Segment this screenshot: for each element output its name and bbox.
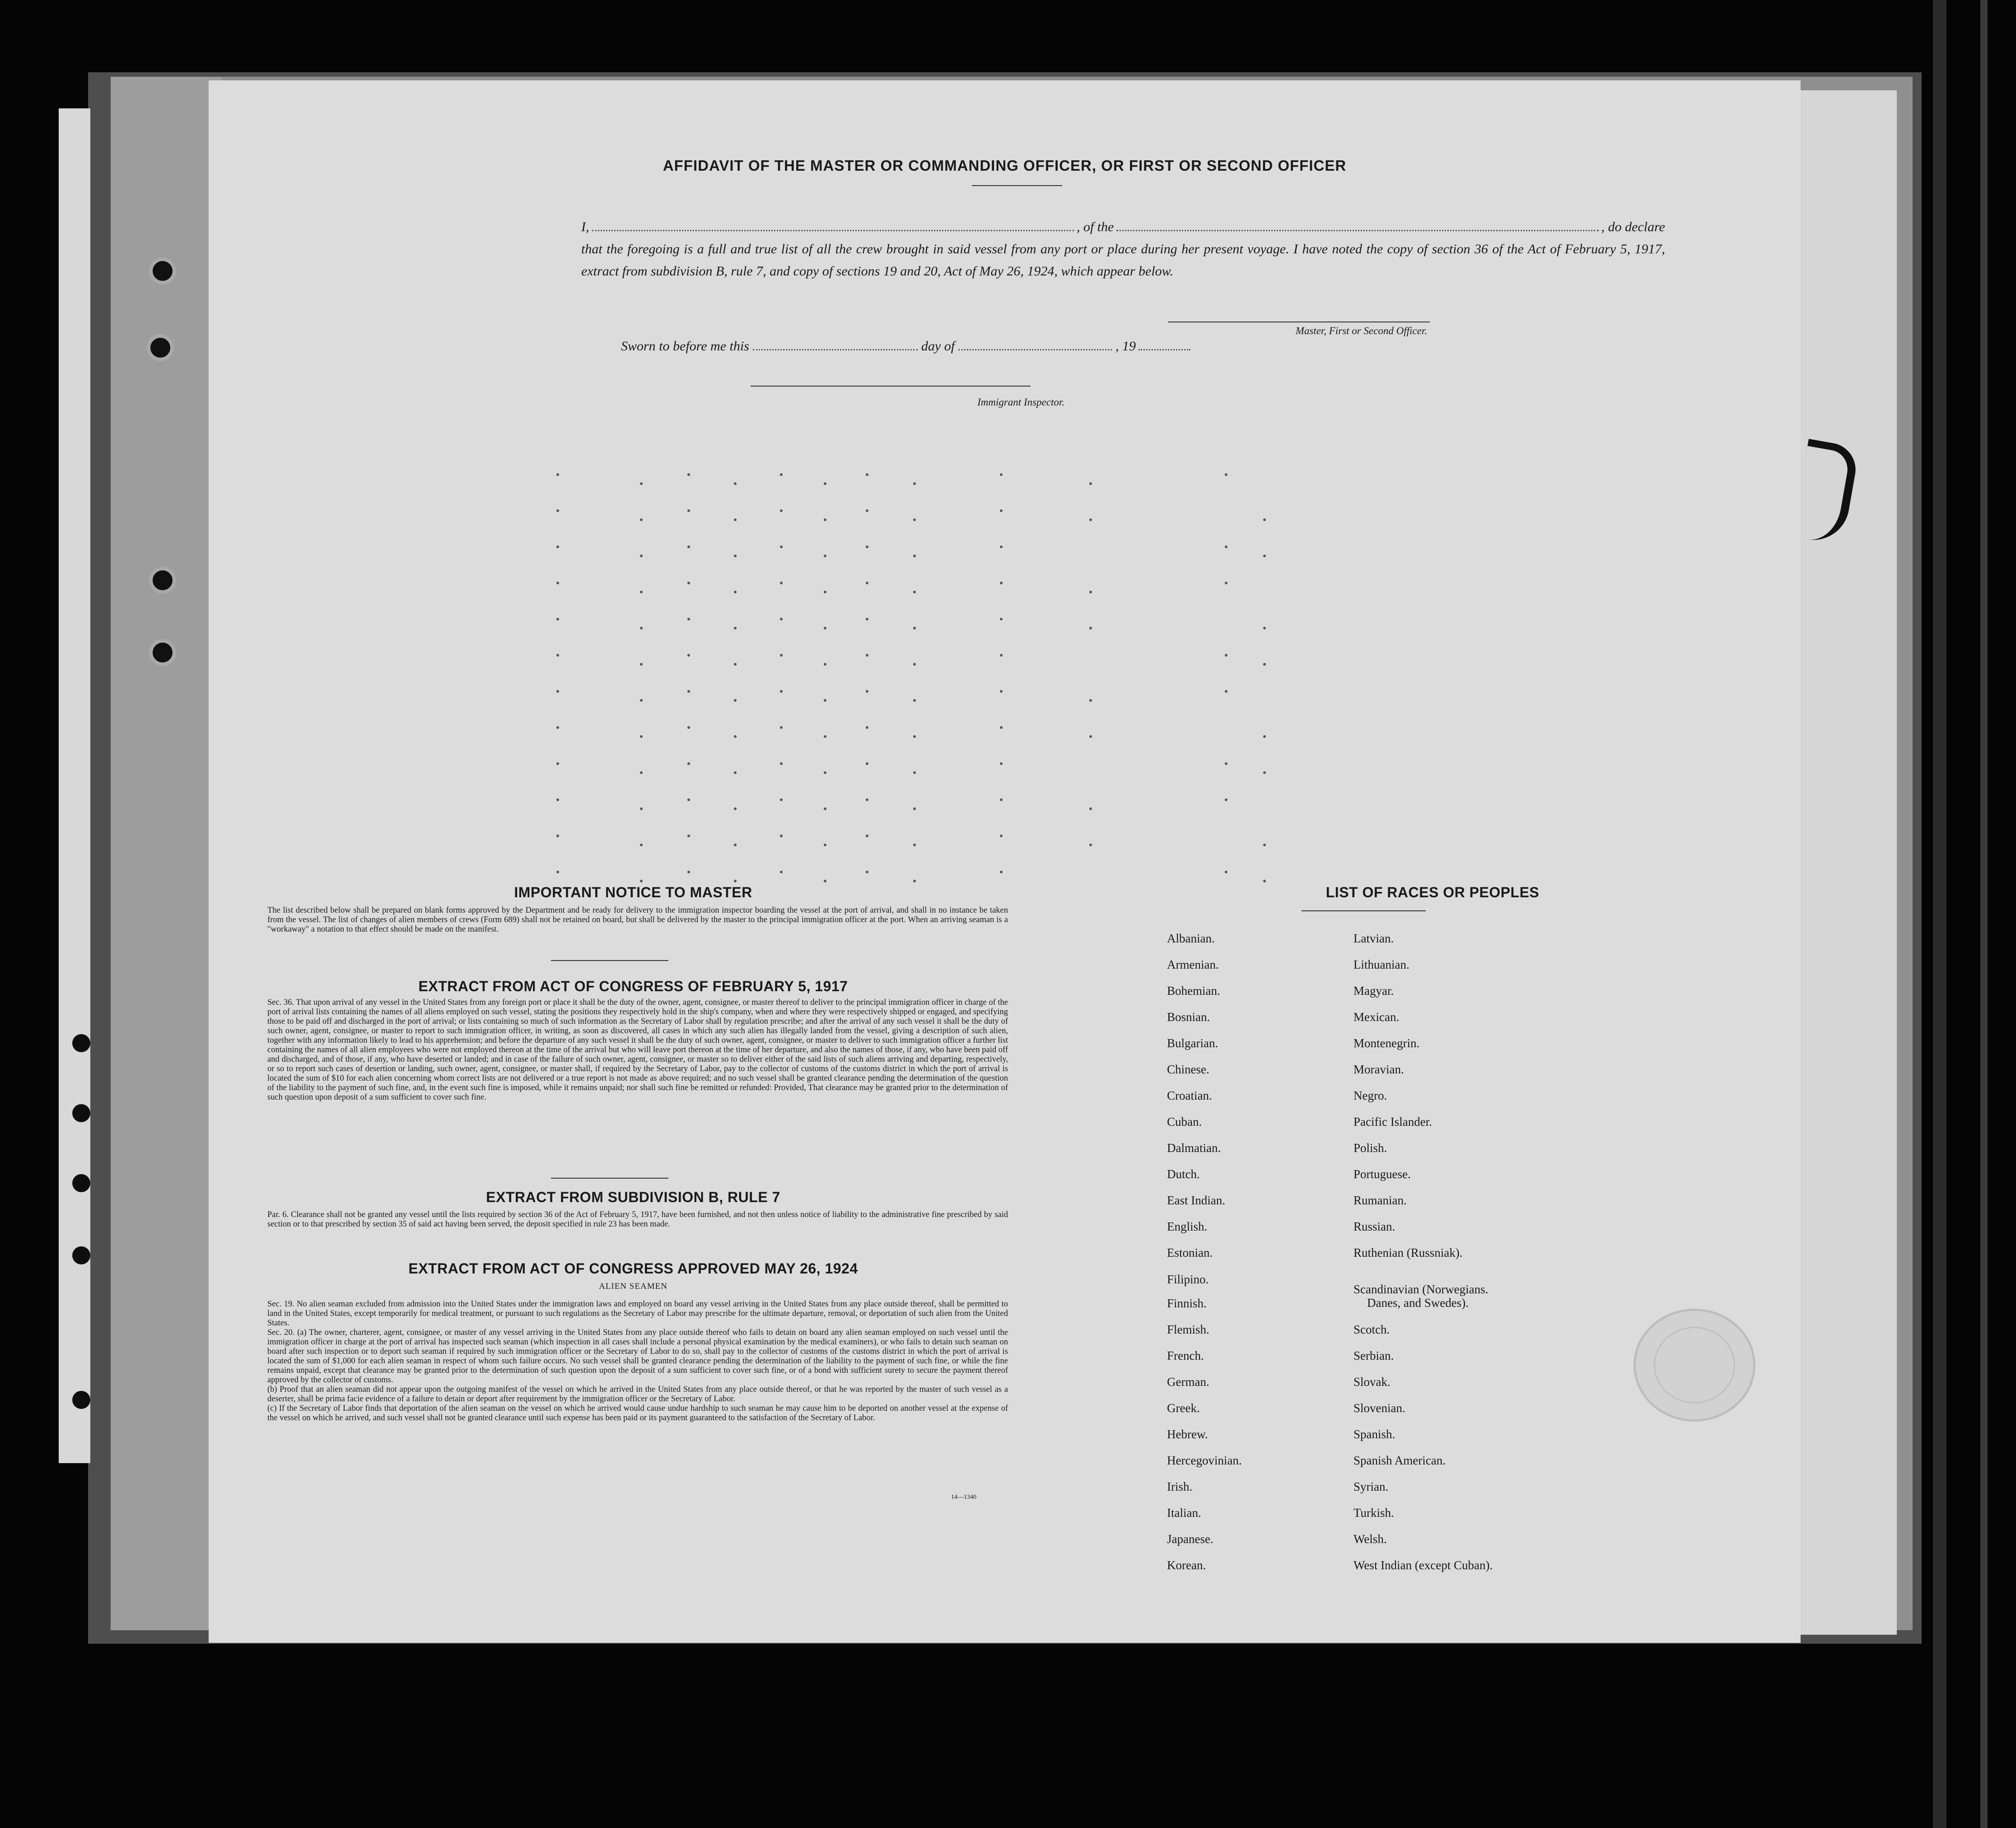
affidavit-body: that the foregoing is a full and true list of all the crew brought in said vessel from any port or place during her present voyage. I have noted the copy of section 36 of the Act of February 5, 1917, extract from subdivision B, rule 7, and copy of sections 19 and 20, Act of May 26, 1924, which appear below. (581, 242, 1665, 279)
race-item: Slovak. (1353, 1375, 1391, 1389)
bleed-dot (1263, 663, 1266, 666)
race-item: Dutch. (1167, 1167, 1200, 1181)
bleed-dot (687, 762, 690, 765)
bleed-dot (1225, 690, 1227, 693)
bleed-dot (1089, 518, 1092, 521)
race-item: Ruthenian (Russniak). (1353, 1246, 1463, 1259)
section-20a-text: Sec. 20. (a) The owner, charterer, agent, consignee, or master of any vessel arriving in the United States from any place outside thereof who fails to detain on board any alien seaman employed on such vessel until the immigration officer in charge at the port of arrival has inspected such seaman (which inspection in all cases shall include a personal physical examination by the medical examiners), or who fails to detain such seaman on board after such inspection or to deport such seaman if required by such immigration officer or the Secretary of Labor to do so, shall pay to the collector of customs of the customs district in which the port of arrival is located the sum of $1,000 for each alien seaman in respect of whom such failure occurs. No such vessel shall be granted clearance pending the determination of the liability to the payment of such fine, or while the fine remains unpaid, except that clearance may be granted prior to the determination of such question upon the deposit of a sum sufficient to cover such fine, or of a bond with sufficient surety to secure the payment thereof approved by the collector of customs. (267, 1328, 1008, 1385)
race-item: French. (1167, 1349, 1204, 1362)
bleed-dot (556, 654, 559, 657)
bleed-dot (687, 871, 690, 873)
races-title: LIST OF RACES OR PEOPLES (1325, 884, 1540, 900)
binder-hole (72, 1391, 90, 1409)
bleed-dot (1089, 735, 1092, 738)
race-item: East Indian. (1167, 1194, 1225, 1207)
race-item: Moravian. (1353, 1063, 1404, 1076)
race-item: Latvian. (1353, 932, 1394, 945)
race-item: Mexican. (1353, 1010, 1400, 1024)
bleed-dot (640, 663, 643, 666)
race-item: Magyar. (1353, 984, 1394, 998)
binder-hole (72, 1034, 90, 1052)
bleed-dot (824, 807, 826, 810)
year-label: , 19 (1115, 339, 1136, 354)
sworn-year-field[interactable] (1139, 338, 1190, 350)
bleed-dot (1089, 699, 1092, 702)
bleed-dot (734, 771, 737, 774)
bleed-dot (1263, 518, 1266, 521)
notice-body: The list described below shall be prepared on blank forms approved by the Department and be ready for delivery to the immigration inspector boarding the vessel at the port of arrival, and shall in no instance be taken from the vessel. The list of changes of alien members of crews (Form 689) shall not be retained on board, but shall be delivered by the master to the principal immigration officer at the port. When an arriving seaman is a "workaway" a notation to that effect should be made on the manifest. (267, 906, 1008, 934)
form-page (209, 80, 1801, 1643)
bleed-dot (687, 509, 690, 512)
bleed-dot (913, 699, 916, 702)
alien-seamen-subtitle: ALIEN SEAMEN (599, 1282, 667, 1291)
race-item: Greek. (1167, 1401, 1200, 1415)
race-item: Negro. (1353, 1089, 1387, 1102)
bleed-dot (824, 735, 826, 738)
race-item: Bohemian. (1167, 984, 1220, 998)
extract-rule7-body: Par. 6. Clearance shall not be granted any vessel until the lists required by section 36 of the Act of February 5, 1917, have been furnished, and not then unless notice of liability to the administrative fine prescribed by said section or to that prescribed by section 35 of said act having been served, the deposit specified in rule 23 has been made. (267, 1210, 1008, 1229)
bleed-dot (824, 482, 826, 485)
race-item: Spanish American. (1353, 1454, 1446, 1467)
bleed-dot (1225, 871, 1227, 873)
bleed-dot (640, 844, 643, 846)
do-declare-label: , do declare (1601, 219, 1665, 234)
sworn-line (621, 338, 1190, 354)
bleed-dot (1089, 844, 1092, 846)
race-item: Albanian. (1167, 932, 1215, 945)
bleed-dot (1225, 798, 1227, 801)
inspector-signature-line[interactable] (751, 386, 1031, 387)
race-item: Chinese. (1167, 1063, 1209, 1076)
race-item: Italian. (1167, 1506, 1201, 1520)
binder-left-margin (111, 77, 221, 1630)
bleed-dot (1089, 807, 1092, 810)
bleed-dot (866, 509, 868, 512)
bleed-dot (687, 582, 690, 584)
extract-1924-body (267, 1300, 1008, 1423)
bleed-dot (824, 555, 826, 557)
bleed-dot (780, 871, 783, 873)
of-the-label: , of the (1076, 219, 1114, 234)
race-item: Armenian. (1167, 958, 1219, 971)
bleed-dot (913, 627, 916, 630)
race-item: Danes, and Swedes). (1367, 1296, 1469, 1310)
bleed-dot (640, 699, 643, 702)
bleed-dot (1225, 762, 1227, 765)
race-item: Japanese. (1167, 1532, 1213, 1546)
race-item: German. (1167, 1375, 1209, 1389)
bleed-dot (556, 582, 559, 584)
bleed-dot (1000, 726, 1003, 729)
bleed-dot (734, 482, 737, 485)
bleed-dot (1000, 690, 1003, 693)
bleed-dot (734, 844, 737, 846)
bleed-dot (734, 518, 737, 521)
faded-seal-stamp (1633, 1309, 1755, 1422)
race-item: Slovenian. (1353, 1401, 1405, 1415)
bleed-dot (780, 473, 783, 476)
bleed-dot (824, 518, 826, 521)
race-item: Estonian. (1167, 1246, 1213, 1259)
race-item: Spanish. (1353, 1427, 1395, 1441)
section-20b-text: (b) Proof that an alien seaman did not appear upon the outgoing manifest of the vessel on which he arrived in the United States from any place outside thereof, or that he was reported by the master of such vessel as a deserter, shall be prima facie evidence of a failure to detain or deport after requirement by the immigration officer or the Secretary of Labor. (267, 1385, 1008, 1404)
bleed-dot (824, 663, 826, 666)
race-item: Scandinavian (Norwegians. (1353, 1282, 1489, 1296)
bleed-dot (913, 591, 916, 593)
bleed-dot (1263, 627, 1266, 630)
binder-hole (72, 1246, 90, 1264)
bleed-dot (1263, 880, 1266, 882)
scanner-edge-right (1980, 0, 1988, 1828)
race-item: Polish. (1353, 1141, 1387, 1155)
race-item: Bosnian. (1167, 1010, 1210, 1024)
declarant-label: I, (581, 219, 589, 234)
bleed-dot (824, 771, 826, 774)
section-20c-text: (c) If the Secretary of Labor finds that deportation of the alien seaman on the vessel on which he arrived would cause undue hardship to such seaman he may cause him to be deported on another vessel at the expense of the vessel on which he arrived, and such vessel shall not be granted clearance until such expense has been paid or its payment guaranteed to the satisfaction of the Secretary of Labor. (267, 1404, 1008, 1422)
seal-inner-ring (1654, 1327, 1735, 1404)
bleed-dot (640, 880, 643, 882)
bleed-dot (734, 735, 737, 738)
bleed-dot (1000, 618, 1003, 620)
bleed-dot (687, 690, 690, 693)
bleed-dot (1263, 844, 1266, 846)
bleed-dot (734, 627, 737, 630)
binder-hole (72, 1104, 90, 1122)
bleed-dot (640, 482, 643, 485)
bleed-dot (556, 871, 559, 873)
bleed-dot (1000, 762, 1003, 765)
bleed-dot (687, 798, 690, 801)
bleed-dot (640, 807, 643, 810)
bleed-dot (824, 627, 826, 630)
bleed-dot (913, 518, 916, 521)
bleed-dot (1000, 473, 1003, 476)
race-item: Montenegrin. (1353, 1036, 1420, 1050)
bleed-dot (687, 654, 690, 657)
race-item: Welsh. (1353, 1532, 1387, 1546)
section-19-text: Sec. 19. No alien seaman excluded from admission into the United States under the immigration laws and employed on board any vessel arriving in the United States from any place outside thereof, shall be permitted to land in the United States, except temporarily for medical treatment, or pursuant to such regulations as the Secretary of Labor may prescribe for the ultimate departure, removal, or deportation of such alien from the United States. (267, 1300, 1008, 1328)
bleed-dot (734, 880, 737, 882)
bleed-dot (640, 627, 643, 630)
bleed-dot (913, 555, 916, 557)
race-item: Russian. (1353, 1220, 1395, 1233)
bleed-dot (556, 798, 559, 801)
bleed-dot (640, 555, 643, 557)
binder-hole (149, 567, 176, 594)
bleed-dot (687, 473, 690, 476)
bleed-dot (734, 555, 737, 557)
bleed-dot (556, 473, 559, 476)
bleed-dot (687, 726, 690, 729)
sworn-month-field[interactable] (958, 338, 1112, 350)
race-item: Lithuanian. (1353, 958, 1409, 971)
bleed-dot (1263, 555, 1266, 557)
bleed-dot (734, 807, 737, 810)
race-item: West Indian (except Cuban). (1353, 1558, 1493, 1572)
extract-1917-body: Sec. 36. That upon arrival of any vessel in the United States from any foreign port or place it shall be the duty of the owner, agent, consignee, or master thereof to deliver to the principal immigration officer in charge of the port of arrival lists containing the names of all aliens employed on such vessel, stating the positions they respectively hold in the ship's company, when and where they were respectively shipped or engaged, and specifying those to be paid off and discharged in the port of arrival; or lists containing so much of such information as the Secretary of Labor shall by regulation prescribe; and after the arrival of any such vessel it shall be the duty of such owner, agent, consignee, or master to report to such immigration officer, in writing, as soon as discovered, all cases in which any such alien has illegally landed from the vessel, giving a description of such alien, together with any information likely to lead to his apprehension; and before the departure of any such vessel it shall be the duty of such owner, agent, consignee, or master to deliver to such immigration officer a further list containing the names of all alien employees who were not employed thereon at the time of the arrival but who will leave port thereon at the time of her departure, and also the names of those, if any, who have been paid off and discharged, and of those, if any, who have deserted or landed; and in case of the failure of such owner, agent, consignee, or master so to deliver either of the said lists of such aliens arriving and departing, respectively, or so to report such cases of desertion or landing, such owner, agent, consignee, or master shall, if required by the Secretary of Labor, pay to the collector of customs of the customs district in which the port of arrival is located the sum of $10 for each alien concerning whom correct lists are not delivered or a true report is not made as above required; and no such vessel shall be granted clearance pending the determination of the question of the liability to the payment of such fine, and, in the event such fine is imposed, while it remains unpaid; nor shall such fine be remitted or refunded: Provided, That clearance may be granted prior to the determination of such question upon deposit of a sum sufficient to cover such fine. (267, 998, 1008, 1102)
scanner-edge-left (1933, 0, 1946, 1828)
bleed-dot (780, 546, 783, 548)
bleed-dot (913, 663, 916, 666)
race-item: English. (1167, 1220, 1208, 1233)
bleed-dot (1225, 582, 1227, 584)
bleed-dot (866, 690, 868, 693)
race-item: Hebrew. (1167, 1427, 1208, 1441)
bleed-dot (866, 546, 868, 548)
bleed-dot (866, 726, 868, 729)
bleed-dot (866, 798, 868, 801)
bleed-dot (556, 835, 559, 837)
bleed-dot (780, 654, 783, 657)
bleed-dot (780, 762, 783, 765)
bleed-dot (556, 509, 559, 512)
form-number: 14—1340 (951, 1494, 976, 1501)
bleed-dot (866, 618, 868, 620)
race-item: Syrian. (1353, 1480, 1389, 1493)
race-item: Cuban. (1167, 1115, 1202, 1129)
inspector-label: Immigrant Inspector. (977, 396, 1064, 408)
bleed-dot (734, 663, 737, 666)
bleed-dot (866, 582, 868, 584)
bleed-dot (913, 880, 916, 882)
affidavit-text (581, 216, 1665, 282)
extract-1917-title: EXTRACT FROM ACT OF CONGRESS OF FEBRUARY 5, 1917 (418, 978, 848, 994)
binder-hole (149, 257, 176, 284)
bleed-dot (866, 871, 868, 873)
bleed-dot (687, 835, 690, 837)
race-item: Portuguese. (1353, 1167, 1411, 1181)
bleed-dot (1000, 582, 1003, 584)
binder-hole (149, 639, 176, 666)
race-item: Bulgarian. (1167, 1036, 1218, 1050)
race-item: Rumanian. (1353, 1194, 1407, 1207)
race-item: Flemish. (1167, 1323, 1209, 1336)
race-item: Croatian. (1167, 1089, 1212, 1102)
bleed-dot (780, 618, 783, 620)
bleed-dot (1225, 473, 1227, 476)
sworn-label: Sworn to before me this (621, 339, 749, 354)
bleed-dot (556, 690, 559, 693)
bleed-dot (780, 726, 783, 729)
bleed-dot (640, 591, 643, 593)
bleed-dot (734, 591, 737, 593)
bleed-dot (913, 807, 916, 810)
bleed-dot (1263, 771, 1266, 774)
bleed-dot (687, 618, 690, 620)
bleed-dot (780, 835, 783, 837)
bleed-dot (1089, 627, 1092, 630)
race-item: Korean. (1167, 1558, 1206, 1572)
bleed-dot (1000, 654, 1003, 657)
affidavit-title: AFFIDAVIT OF THE MASTER OR COMMANDING OFFICER, OR FIRST OR SECOND OFFICER (663, 157, 1347, 174)
bleed-dot (780, 690, 783, 693)
bleed-dot (780, 582, 783, 584)
notice-title: IMPORTANT NOTICE TO MASTER (514, 884, 752, 900)
race-item: Turkish. (1353, 1506, 1394, 1520)
race-item: Dalmatian. (1167, 1141, 1221, 1155)
section-rule (551, 1178, 668, 1179)
signature-label: Master, First or Second Officer. (1295, 325, 1427, 336)
bleed-dot (913, 735, 916, 738)
bleed-dot (866, 762, 868, 765)
bleed-dot (556, 546, 559, 548)
bleed-dot (1089, 482, 1092, 485)
bleed-dot (556, 618, 559, 620)
race-item: Hercegovinian. (1167, 1454, 1242, 1467)
extract-1924-title: EXTRACT FROM ACT OF CONGRESS APPROVED MAY 26, 1924 (408, 1260, 858, 1277)
bleed-dot (1225, 546, 1227, 548)
bleed-dot (734, 699, 737, 702)
race-item: Irish. (1167, 1480, 1193, 1493)
extract-rule7-title: EXTRACT FROM SUBDIVISION B, RULE 7 (486, 1189, 780, 1205)
race-item: Serbian. (1353, 1349, 1394, 1362)
bleed-dot (824, 880, 826, 882)
bleed-dot (866, 473, 868, 476)
races-title-rule (1302, 910, 1426, 911)
binder-hole (147, 334, 174, 361)
bleed-dot (687, 546, 690, 548)
vessel-name-field[interactable] (1116, 218, 1598, 231)
bleed-dot (824, 591, 826, 593)
bleed-dot (780, 509, 783, 512)
bleed-dot (866, 654, 868, 657)
sworn-day-field[interactable] (753, 338, 918, 350)
bleed-dot (1089, 591, 1092, 593)
bleed-dot (1000, 871, 1003, 873)
declarant-name-field[interactable] (592, 218, 1074, 231)
day-of-label: day of (921, 339, 955, 354)
bleed-dot (824, 844, 826, 846)
bleed-dot (1263, 735, 1266, 738)
bleed-dot (1000, 509, 1003, 512)
bleed-dot (640, 735, 643, 738)
race-item: Scotch. (1353, 1323, 1390, 1336)
bleed-dot (913, 482, 916, 485)
bleed-dot (866, 835, 868, 837)
race-item: Pacific Islander. (1353, 1115, 1432, 1129)
bleed-dot (913, 771, 916, 774)
bleed-dot (556, 762, 559, 765)
race-item: Finnish. (1167, 1296, 1207, 1310)
bleed-dot (824, 699, 826, 702)
bleed-dot (1000, 798, 1003, 801)
binder-hole (72, 1174, 90, 1192)
bleed-dot (640, 518, 643, 521)
bleed-dot (1225, 654, 1227, 657)
bleed-dot (913, 844, 916, 846)
title-rule (972, 185, 1062, 186)
bleed-dot (1000, 546, 1003, 548)
bleed-dot (1000, 835, 1003, 837)
bleed-dot (556, 726, 559, 729)
section-rule (551, 960, 668, 961)
race-item: Filipino. (1167, 1273, 1209, 1286)
bleed-dot (780, 798, 783, 801)
bleed-dot (640, 771, 643, 774)
